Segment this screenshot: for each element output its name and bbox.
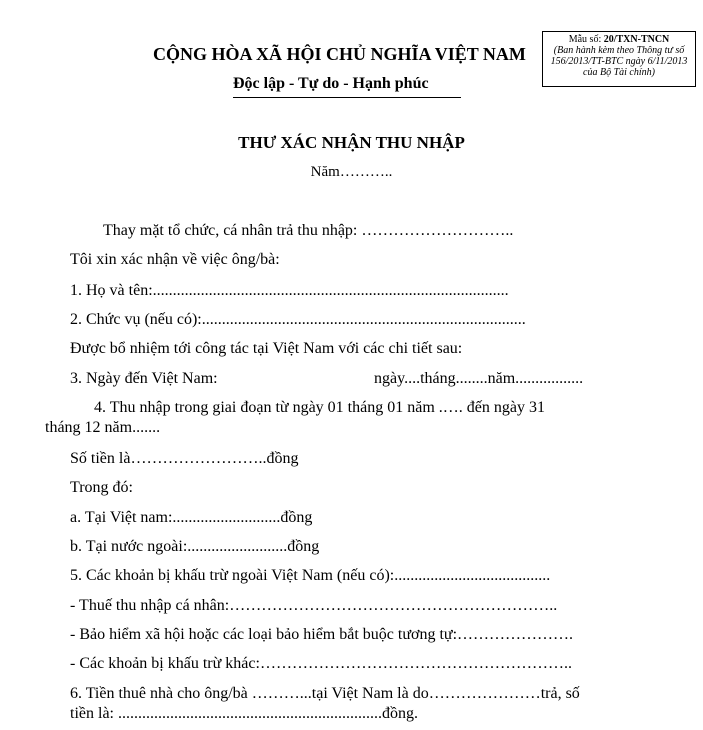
full-name-line: 1. Họ và tên:.........................................................................................: [70, 282, 509, 299]
form-legal-note: (Ban hành kèm theo Thông tư số 156/2013/TT-BTC ngày 6/11/2013 của Bộ Tài chính): [550, 45, 688, 78]
republic-header: CỘNG HÒA XÃ HỘI CHỦ NGHĨA VIỆT NAM: [153, 44, 526, 64]
arrival-date-label: 3. Ngày đến Việt Nam:: [70, 370, 218, 387]
representative-line: Thay mặt tổ chức, cá nhân trả thu nhập: ………………………..: [103, 222, 514, 239]
position-line: 2. Chức vụ (nếu có):.................................................................................: [70, 311, 526, 328]
deductions-line: 5. Các khoản bị khấu trừ ngoài Việt Nam (nếu có):.......................................: [70, 567, 551, 584]
pit-line: - Thuế thu nhập cá nhân:……………………………………………………..: [70, 597, 558, 614]
form-number: Mẫu số: 20/TXN-TNCN: [568, 34, 670, 45]
other-deductions-line: - Các khoản bị khấu trừ khác:…………………………………………………..: [70, 655, 572, 672]
housing-line-cont: tiền là: ..................................................................đồng.: [70, 705, 418, 722]
confirm-line: Tôi xin xác nhận về việc ông/bà:: [70, 251, 280, 268]
housing-line: 6. Tiền thuê nhà cho ông/bà ………...tại Việt Nam là do…………………trả, số: [70, 685, 580, 702]
form-number-box: [542, 31, 696, 87]
national-motto: Độc lập - Tự do - Hạnh phúc: [233, 75, 429, 92]
motto-underline: [233, 97, 461, 98]
of-which-line: Trong đó:: [70, 479, 133, 496]
year-line: Năm………..: [310, 164, 393, 180]
amount-line: Số tiền là……………………..đồng: [70, 450, 299, 467]
appointment-line: Được bổ nhiệm tới công tác tại Việt Nam với các chi tiết sau:: [70, 340, 463, 357]
document-title: THƯ XÁC NHẬN THU NHẬP: [238, 133, 465, 152]
income-period-line: 4. Thu nhập trong giai đoạn từ ngày 01 tháng 01 năm .…. đến ngày 31: [94, 399, 545, 416]
arrival-date-fields: ngày....tháng........năm.................: [374, 370, 584, 387]
insurance-line: - Bảo hiểm xã hội hoặc các loại bảo hiểm bắt buộc tương tự:………………….: [70, 626, 574, 643]
vietnam-income-line: a. Tại Việt nam:...........................đồng: [70, 509, 313, 526]
income-period-line-cont: tháng 12 năm.......: [45, 419, 161, 436]
foreign-income-line: b. Tại nước ngoài:.........................đồng: [70, 538, 320, 555]
